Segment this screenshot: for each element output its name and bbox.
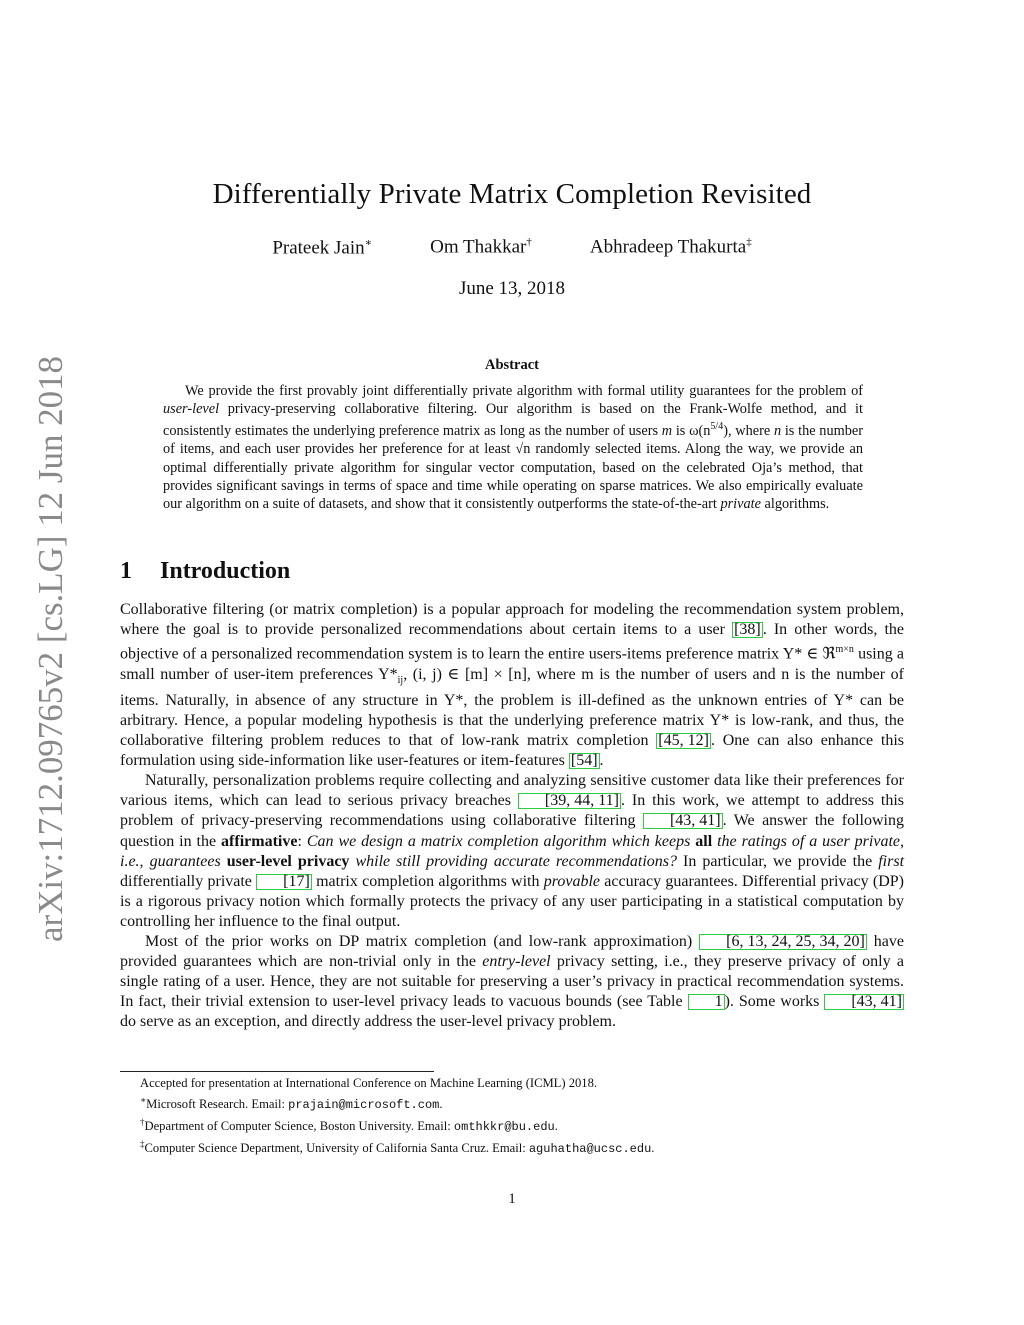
citation-link[interactable]: [54] <box>570 752 598 770</box>
citation-link[interactable]: [43, 41] <box>824 994 904 1010</box>
author-1: Prateek Jain∗ <box>272 237 373 259</box>
paragraph-1: Collaborative filtering (or matrix completion) is a popular approach for modeling the recommendation system problem, where the goal is to provide personalized recommendations about certain items to a user [38] . In other words, the objective of a personalized recommendation system is to learn the entire users-items preference matrix Y* ∈ ℜ$^{m\times n}$ using a small number of user-item preferences $Y*_{ij}$, (i, j) ∈ [m] × [n], where m is the number of users and n is the number of items. Naturally, in absence of any structure in Y*, the problem is ill-defined as the unknown entries of Y* can be arbitrary. Hence, a popular modeling hypothesis is that the underlying preference matrix Y* is low-rank, and thus, the collaborative filtering problem reduces to that of low-rank matrix completion [45, 12] . One can also enhance this formulation using side-information like user-features or item-features [54] . <box>120 601 905 770</box>
arxiv-stamp <box>14 0 70 1325</box>
footnotes <box>120 1075 904 1158</box>
citation-link[interactable]: [6, 13, 24, 25, 34, 20] <box>699 934 867 950</box>
author-3: Abhradeep Thakurta‡ <box>589 236 752 258</box>
page-number: 1 <box>508 1191 516 1207</box>
citation-link[interactable]: [17] <box>256 874 312 890</box>
footnote-1: ∗Microsoft Research. Email: prajain@microsoft.com. <box>140 1094 443 1112</box>
footnote-rule <box>120 1071 434 1072</box>
introduction-body <box>120 600 904 1032</box>
citation-link[interactable]: [43, 41] <box>643 813 723 829</box>
author-list <box>120 236 904 259</box>
abstract-text: We provide the first provably joint differentially private algorithm with formal utility guarantees for the problem of user-level privacy-preserving collaborative filtering. Our algorithm is based on the Frank-Wolfe method, and it consistently estimates the underlying preference matrix as long as the number of users m is $\omega(n^{5/4})$, where n is the number of items, and each user provides her preference for at least √n randomly selected items. Along the way, we provide an optimal differentially private algorithm for singular vector computation, based on the celebrated Oja’s method, that provides significant savings in terms of space and time while operating on sparse matrices. We also empirically evaluate our algorithm on a suite of datasets, and show that it consistently outperforms the state-of-the-art private algorithms. <box>163 383 863 512</box>
paragraph-2: Naturally, personalization problems require collecting and analyzing sensitive customer data like their preferences for various items, which can lead to serious privacy breaches [39, 44, 11] . In this work, we attempt to address this problem of privacy-preserving recommendations using collaborative filtering [43, 41] . We answer the following question in the affirmative: Can we design a matrix completion algorithm which keeps all the ratings of a user private, i.e., guarantees user-level privacy while still providing accurate recommendations? In particular, we provide the first differentially private [17] matrix completion algorithms with provable accuracy guarantees. Differential privacy (DP) is a rigorous privacy notion which formally protects the privacy of any user participating in a statistical computation by controlling her influence to the final output. <box>120 772 905 930</box>
section-heading-introduction: 1 Introduction <box>120 558 291 584</box>
paper-date: June 13, 2018 <box>458 278 566 299</box>
abstract-heading: Abstract <box>485 357 539 373</box>
footnote-icml: Accepted for presentation at International Conference on Machine Learning (ICML) 2018. <box>140 1076 598 1090</box>
citation-link[interactable]: [45, 12] <box>658 732 709 750</box>
citation-link[interactable]: [38] <box>734 621 761 639</box>
arxiv-stamp-text: arXiv:1712.09765v2 [cs.LG] 12 Jun 2018 <box>31 354 70 942</box>
paper-title: Differentially Private Matrix Completion Revisited <box>212 178 812 210</box>
footnote-2: †Department of Computer Science, Boston University. Email: omthkkr@bu.edu. <box>140 1116 558 1134</box>
email-link[interactable]: omthkkr@bu.edu <box>453 1119 555 1134</box>
paragraph-3: Most of the prior works on DP matrix completion (and low-rank approximation) [6, 13, 24, 25, 34, 20] have provided guarantees which are non-trivial only in the entry-level privacy setting, i.e., they preserve privacy of only a single rating of a user. Hence, they are not suitable for preserving a user’s privacy in practical recommendation systems. In fact, their trivial extension to user-level privacy leads to vacuous bounds (see Table 1 ). Some works [43, 41] do serve as an exception, and directly address the user-level privacy problem. <box>120 933 905 1031</box>
citation-link[interactable]: [39, 44, 11] <box>518 793 621 809</box>
email-link[interactable]: prajain@microsoft.com <box>288 1097 440 1112</box>
author-2: Om Thakkar† <box>430 236 532 258</box>
table-link[interactable]: 1 <box>688 994 725 1010</box>
footnote-3: ‡Computer Science Department, University of California Santa Cruz. Email: aguhatha@ucsc.edu. <box>140 1138 655 1156</box>
email-link[interactable]: aguhatha@ucsc.edu <box>528 1141 652 1156</box>
